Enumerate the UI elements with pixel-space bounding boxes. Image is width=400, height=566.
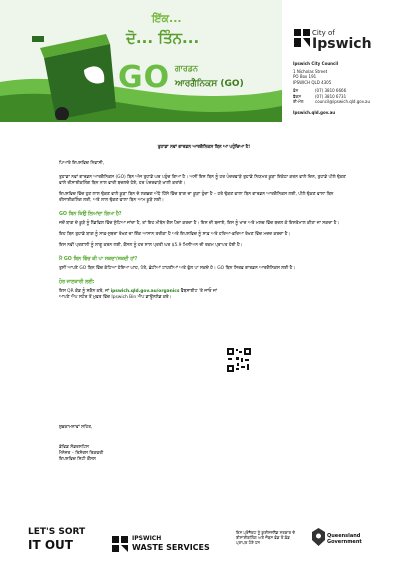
headline-two-three: ਦੋ... ਤਿੰਨ... — [126, 29, 200, 47]
wheelie-bin-icon — [18, 20, 128, 120]
letter-body — [59, 145, 349, 306]
organics-link[interactable]: ipswich.qld.gov.au/organics — [110, 289, 180, 294]
go-subtitle-organics: ਆਰਗੈਨਿਕਸ (GO) — [175, 79, 244, 89]
signoff: ਸ਼ੁਭਕਾਮਨਾਵਾਂ ਸਹਿਤ, — [59, 425, 93, 430]
letter-paragraph: ਜਦੋਂ ਬਾਗ਼ ਦੇ ਕੂੜੇ ਨੂੰ ਲੈਂਡਫਿਲ ਵਿੱਚ ਸੁੱਟਿਆ ਜਾਂਦਾ ਹੈ, ਤਾਂ ਇਹ ਮੀਥੇਨ ਗੈਸ ਪੈਦਾ ਕਰਦਾ ਹੈ। ਇਸ ਦੀ ਬਜਾਏ, ਇਸ ਨੂੰ ਖਾਦ ਅਤੇ ਮਲਚ ਵਿੱਚ ਬਦਲ ਕੇ ਇਸਤੇਮਾਲ ਕੀਤਾ ਜਾ ਸਕਦਾ ਹੈ। — [59, 221, 340, 226]
council-website-link[interactable]: Ipswich.qld.gov.au — [293, 109, 336, 115]
ipswich-waste-services-line1: IPSWICH — [132, 535, 162, 542]
contact-email[interactable]: ਈ-ਮੇਲ council@ipswich.qld.gov.au — [293, 99, 371, 104]
letter-paragraph-more-info: ਇਸ QR ਕੋਡ ਨੂੰ ਸਕੈਨ ਕਰੋ, ਜਾਂ ipswich.qld.gov.au/organics ਵੈੱਬਸਾਈਟ 'ਤੇ ਜਾਓ ਜਾਂ ਆਪਣੇ ਐਪ ਸਟੋਰ ਤੋਂ ਮੁਫ਼ਤ ਵਿੱਚ Ipswich Bin ਐਪ ਡਾਊਨਲੋਡ ਕਰੋ। — [59, 289, 217, 300]
queensland-government-text: Queensland Government — [327, 533, 362, 545]
funding-acknowledgement: ਇਸ ਪ੍ਰੋਜੈਕਟ ਨੂੰ ਕੁਈਨਜ਼ਲੈਂਡ ਸਰਕਾਰ ਦੇ ਰੀਸਾਈਕਲਿੰਗ ਅਤੇ ਜੌਬਸ ਫ਼ੰਡ ਤੋਂ ਫ਼ੰਡ ਪ੍ਰਾਪਤ ਹੋਏ ਹਨ — [236, 530, 296, 545]
letter-paragraph: ਇਪਸਵਿਚ ਵਿੱਚ ਹੁਣ ਲਾਲ ਢੱਕਣ ਵਾਲੇ ਕੂੜਾ ਬਿਨ ਦੇ ਲਗਭਗ ਅੱਧੇ ਹਿੱਸੇ ਵਿੱਚ ਬਾਗ਼ ਦਾ ਕੂੜਾ ਹੁੰਦਾ ਹੈ – ਹਰੇ ਢੱਕਣ ਵਾਲਾ ਬਿਨ ਗਾਰਡਨ ਆਰਗੈਨਿਕਸ ਲਈ, ਪੀਲੇ ਢੱਕਣ ਵਾਲਾ ਬਿਨ ਰੀਸਾਈਕਲਿੰਗ ਲਈ, ਅਤੇ ਲਾਲ ਢੱਕਣ ਵਾਲਾ ਬਿਨ ਆਮ ਕੂੜੇ ਲਈ। — [59, 192, 334, 203]
section-heading-more-info: ਹੋਰ ਜਾਣਕਾਰੀ ਲਈ: — [59, 280, 95, 285]
address-line: IPSWICH QLD 4305 — [293, 79, 332, 85]
ipswich-waste-services-logo-icon — [112, 536, 128, 552]
contact-phone: ਫ਼ੋਨ (07) 3810 6666 — [293, 88, 347, 93]
letter-greeting: ਪਿਆਰੇ ਇਪਸਵਿਚ ਨਿਵਾਸੀ, — [59, 161, 105, 166]
ipswich-waste-services-line2: WASTE SERVICES — [132, 543, 210, 552]
signature-block — [59, 425, 103, 463]
contact-fax: ਫ਼ੈਕਸ (07) 3810 6731 — [293, 93, 347, 99]
queensland-government-crest-icon — [312, 528, 325, 546]
city-of-ipswich-logo-icon — [294, 29, 310, 47]
address-line: 1 Nicholas Street — [293, 68, 328, 74]
signer-name: ਡੇਵਿਡ ਸੇਂਡਰਸਟਿਸ — [59, 445, 89, 450]
signer-title: ਮੈਨੇਜਰ – ਰਿਸੋਰਸ ਰਿਕਵਰੀ — [59, 451, 104, 456]
section-heading-what: ਮੈਂ GO ਬਿਨ ਵਿੱਚ ਕੀ ਪਾ ਸਕਦਾ/ਸਕਦੀ ਹਾਂ? — [59, 257, 138, 262]
section-heading-why: GO ਬਿਨ ਕਿਉਂ ਲਿਆਂਦਾ ਗਿਆ ਹੈ? — [59, 212, 122, 217]
address-line: PO Box 191 — [293, 74, 317, 79]
go-wordmark: GO — [118, 60, 171, 95]
lets-sort-it-out-logo-line2: IT OUT — [28, 538, 73, 552]
signer-organisation: ਇਪਸਵਿਚ ਸਿਟੀ ਕੌਂਸਲ — [59, 457, 96, 462]
qr-code-icon[interactable] — [227, 348, 251, 372]
go-subtitle-garden: ਗਾਰਡਨ — [175, 64, 199, 73]
letter-paragraph: ਇਹ ਬਿਨ ਤੁਹਾਡੇ ਬਾਗ਼ ਨੂੰ ਸਾਫ਼-ਸੁਥਰਾ ਰੱਖਣ ਦਾ ਇੱਕ ਆਸਾਨ ਤਰੀਕਾ ਹੈ ਅਤੇ ਇਪਸਵਿਚ ਨੂੰ ਸਾਫ਼ ਅਤੇ ਹਰਿਆ-ਭਰਿਆ ਰੱਖਣ ਵਿੱਚ ਮਦਦ ਕਰਦਾ ਹੈ। — [59, 232, 291, 237]
council-logo-text — [312, 29, 372, 51]
logo-city-of: City of — [312, 29, 335, 37]
letter-paragraph: ਤੁਹਾਡਾ ਨਵਾਂ ਗਾਰਡਨ ਆਰਗੈਨਿਕਸ (GO) ਬਿਨ ਅੱਜ ਤੁਹਾਡੇ ਘਰ ਪਹੁੰਚ ਗਿਆ ਹੈ। ਅਸੀਂ ਇਸ ਬਿਨ ਨੂੰ ਹਰ ਪੰਦਰਵਾੜੇ ਤੁਹਾਡੇ ਨਿਯਮਤ ਕੂੜਾ ਇਕੱਠਾ ਕਰਨ ਵਾਲੇ ਦਿਨ, ਤੁਹਾਡੇ ਪੀਲੇ ਢੱਕਣ ਵਾਲੇ ਰੀਸਾਈਕਲਿੰਗ ਬਿਨ ਨਾਲ ਵਾਰੀ ਬਦਲਦੇ ਹੋਏ, ਹਰ ਪੰਦਰਵਾੜੇ ਖ਼ਾਲੀ ਕਰਾਂਗੇ। — [59, 175, 346, 186]
council-address-block — [293, 61, 370, 115]
letter-paragraph: ਤੁਸੀਂ ਆਪਣੇ GO ਬਿਨ ਵਿੱਚ ਕੱਟਿਆ ਹੋਇਆ ਘਾਹ, ਪੱਤੇ, ਛੋਟੀਆਂ ਟਾਹਣੀਆਂ ਅਤੇ ਫੁੱਲ ਪਾ ਸਕਦੇ ਹੋ। GO ਬਿਨ ਸਿਰਫ਼ ਗਾਰਡਨ ਆਰਗੈਨਿਕਸ ਲਈ ਹੈ। — [59, 266, 296, 271]
headline-one: ਇੱਕ... — [152, 12, 182, 25]
letter-paragraph: ਇਸ ਨਵੀਂ ਪ੍ਰਣਾਲੀ ਨੂੰ ਲਾਗੂ ਕਰਨ ਲਈ, ਕੌਂਸਲ ਨੂੰ ਹਰ ਸਾਲ ਪ੍ਰਤੀ ਘਰ $5.9 ਮਿਲੀਅਨ ਦੀ ਰਕਮ ਪ੍ਰਾਪਤ ਹੋਈ ਹੈ। — [59, 243, 243, 248]
letter-subject: ਤੁਹਾਡਾ ਨਵਾਂ ਗਾਰਡਨ ਆਰਗੈਨਿਕਸ ਬਿਨ ਆ ਪਹੁੰਚਿਆ ਹੈ! — [157, 145, 251, 150]
council-name: Ipswich City Council — [293, 61, 339, 66]
lets-sort-it-out-logo-line1: LET'S SORT — [28, 527, 86, 537]
logo-ipswich: Ipswich — [312, 36, 372, 52]
